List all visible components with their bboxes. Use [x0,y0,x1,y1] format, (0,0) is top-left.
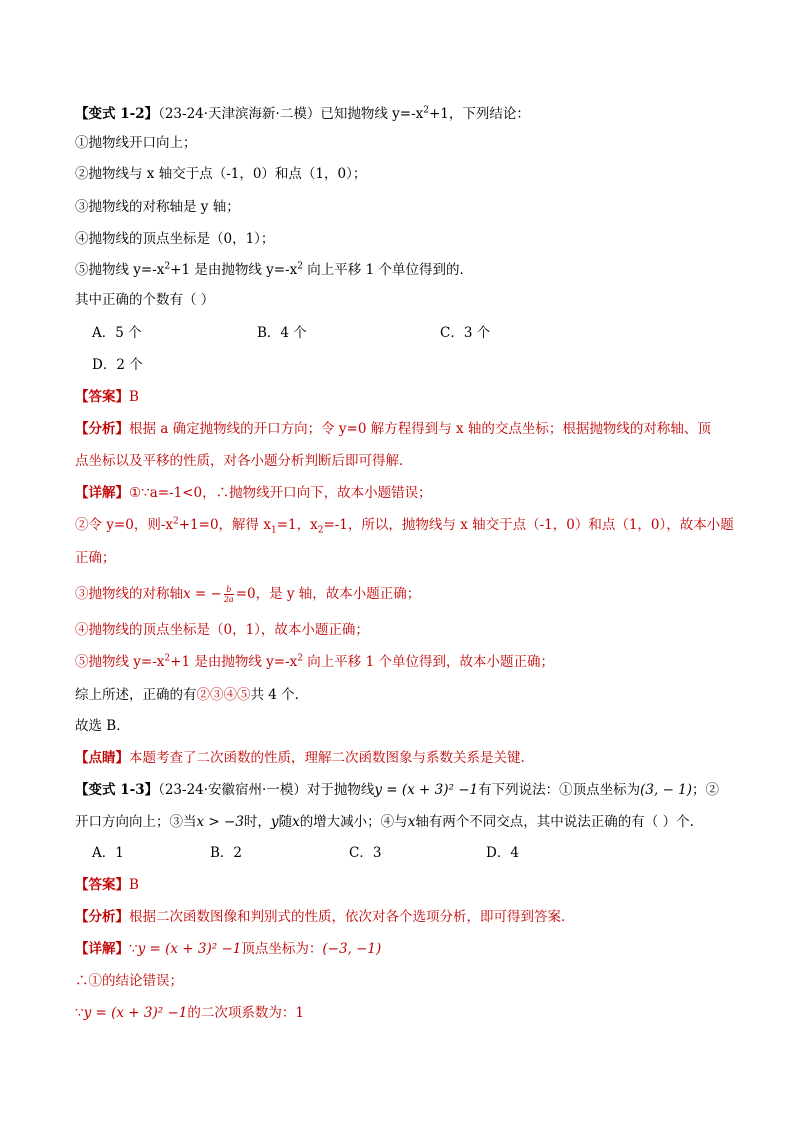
option-b-1-3: B．2 [210,845,243,861]
analysis-line-1 [75,418,711,440]
answer-tag-1-3: 【答案】 [75,877,129,893]
dianjing-line [75,747,525,769]
detail-2-b: +1=0，解得 x [178,517,271,533]
line2-d: 的增大减小；④与 [299,814,408,830]
detail-line-1-3-b: ∴①的结论错误； [75,973,183,989]
statement-3: ③抛物线的对称轴是 y 轴； [75,199,240,215]
problem-1-3-line-1 [75,779,719,801]
option-d-1-3: D．4 [486,845,519,861]
analysis-tag-1-3: 【分析】 [75,909,129,925]
statement-5: ⑤抛物线 $y=-x^2+1$ 是由抛物线 $y=-x^2$ 向上平移 1 个单位得到的． [75,261,473,278]
stem-1-3-c: ；② [692,782,720,798]
problem-source-1-3: （23-24·安徽宿州·一模） [158,782,307,798]
problem-1-2-stem: 【变式 1-2】（23-24·天津滨海新·二模）已知抛物线 $y=-x^2+1$，下列结论： [75,105,530,122]
detail-tag: 【详解】 [75,485,129,501]
answer-tag: 【答案】 [75,389,129,405]
detail-equation: y = (x + 3)² −1 [137,941,242,957]
detail-line-1 [75,482,432,504]
stem-text-end: +1，下列结论： [429,106,530,122]
axis-formula: x = − [183,586,222,602]
detail-line-1-3-a [75,938,381,960]
detail-text-1: ①∵a=-1<0，∴抛物线开口向下，故本小题错误； [129,485,432,501]
option-a-1-3: A．1 [92,845,124,861]
stem-text: 已知抛物线 y=-x [320,106,424,122]
question-text: 其中正确的个数有（ ） [75,292,215,308]
statement-2: ②抛物线与 x 轴交于点（-1，0）和点（1，0）； [75,166,367,182]
fraction-denominator: 2a [223,595,234,604]
detail-line-2-cont: 正确； [75,550,116,566]
summary-count: 共 4 个． [250,687,309,703]
answer-value-1-3: B [129,877,139,893]
detail-line-2: ②令 y=0，则$-x^2+1=0$，解得 $x_1=1$，$x_2=-1$，所以，抛物线与 x 轴交于点（-1，0）和点（1，0），故本小题 [75,516,734,536]
analysis-line-1-3 [75,906,575,928]
fraction-numerator: b [224,585,234,595]
summary-line [75,684,308,706]
detail-2-c: =1，x [276,517,318,533]
detail-equation-2: y = (x + 3)² −1 [83,1005,188,1021]
statement-5-part-a: ⑤抛物线 y=-x [75,262,165,278]
summary-text: 综上所述，正确的有 [75,687,197,703]
detail-5-b: +1 是由抛物线 y=-x [170,654,298,670]
choose-line: 故选 B． [75,718,130,734]
analysis-text-1-3: 根据二次函数图像和判别式的性质，依次对各个选项分析，即可得到答案． [129,909,575,925]
answer-line-1-3 [75,874,139,896]
detail-2-a: ②令 y=0，则-x [75,517,173,533]
answer-value: B [129,389,139,405]
detail-5-a: ⑤抛物线 y=-x [75,654,165,670]
detail-vertex-label: 顶点坐标为： [241,941,323,957]
detail-coefficient: 的二次项系数为：1 [187,1005,304,1021]
analysis-tag: 【分析】 [75,421,129,437]
analysis-text-1: 根据 a 确定抛物线的开口方向；令 y=0 解方程得到与 x 轴的交点坐标；根据抛物线的对称轴、顶 [129,421,711,437]
statement-1: ①抛物线开口向上； [75,135,197,151]
detail-2-d: =-1，所以，抛物线与 x 轴交于点（-1，0）和点（1，0），故本小题 [323,517,734,533]
option-d: D．2 个 [92,357,143,373]
line2-c: 随 [278,814,293,830]
stem-1-3-b: 有下列说法：①顶点坐标为 [478,782,641,798]
fraction-b-over-2a [224,585,234,604]
line2-a: 开口方向向上；③当 [75,814,197,830]
problem-tag-1-3: 【变式 1-3】 [75,782,159,798]
dianjing-tag: 【点睛】 [75,750,129,766]
detail-3-a: ③抛物线的对称轴 [75,586,183,602]
problem-tag: 【变式 1-2】 [75,106,159,122]
summary-circled-numbers: ②③④⑤ [196,687,251,703]
var-x-2: x [407,814,416,830]
problem-1-3-line-2 [75,811,694,833]
equation: y = (x + 3)² −1 [374,782,479,798]
line2-b: 时， [243,814,271,830]
var-y: y [270,814,279,830]
option-b: B．4 个 [257,325,307,341]
detail-5-c: 向上平移 1 个单位得到，故本小题正确； [302,654,554,670]
statement-4: ④抛物线的顶点坐标是（0，1）； [75,231,275,247]
condition: x > −3 [196,814,244,830]
var-x: x [292,814,300,830]
option-c: C．3 个 [440,325,491,341]
because-symbol-2: ∵ [75,1005,84,1021]
problem-source: （23-24·天津滨海新·二模） [158,106,321,122]
detail-line-1-3-c [75,1002,304,1024]
because-symbol: ∵ [129,941,138,957]
option-a: A．5 个 [92,325,142,341]
vertex-point: (3, − 1) [640,782,693,798]
stem-1-3-a: 对于抛物线 [306,782,375,798]
detail-tag-1-3: 【详解】 [75,941,129,957]
statement-5-part-c: 向上平移 1 个单位得到的． [302,262,473,278]
analysis-line-2: 点坐标以及平移的性质，对各小题分析判断后即可得解． [75,453,413,469]
answer-line [75,386,139,408]
detail-line-3 [75,583,420,605]
detail-vertex-point: (−3, −1) [322,941,382,957]
detail-line-5: ⑤抛物线 $y=-x^2+1$ 是由抛物线 $y=-x^2$ 向上平移 1 个单位得到，故本小题正确； [75,653,554,670]
line2-e: 轴有两个不同交点，其中说法正确的有（ ）个. [415,814,694,830]
detail-3-b: =0，是 y 轴，故本小题正确； [235,586,421,602]
option-c-1-3: C．3 [349,845,382,861]
dianjing-text: 本题考查了二次函数的性质，理解二次函数图象与系数关系是关键. [129,750,525,766]
statement-5-part-b: +1 是由抛物线 y=-x [170,262,298,278]
detail-line-4: ④抛物线的顶点坐标是（0，1），故本小题正确； [75,622,369,638]
